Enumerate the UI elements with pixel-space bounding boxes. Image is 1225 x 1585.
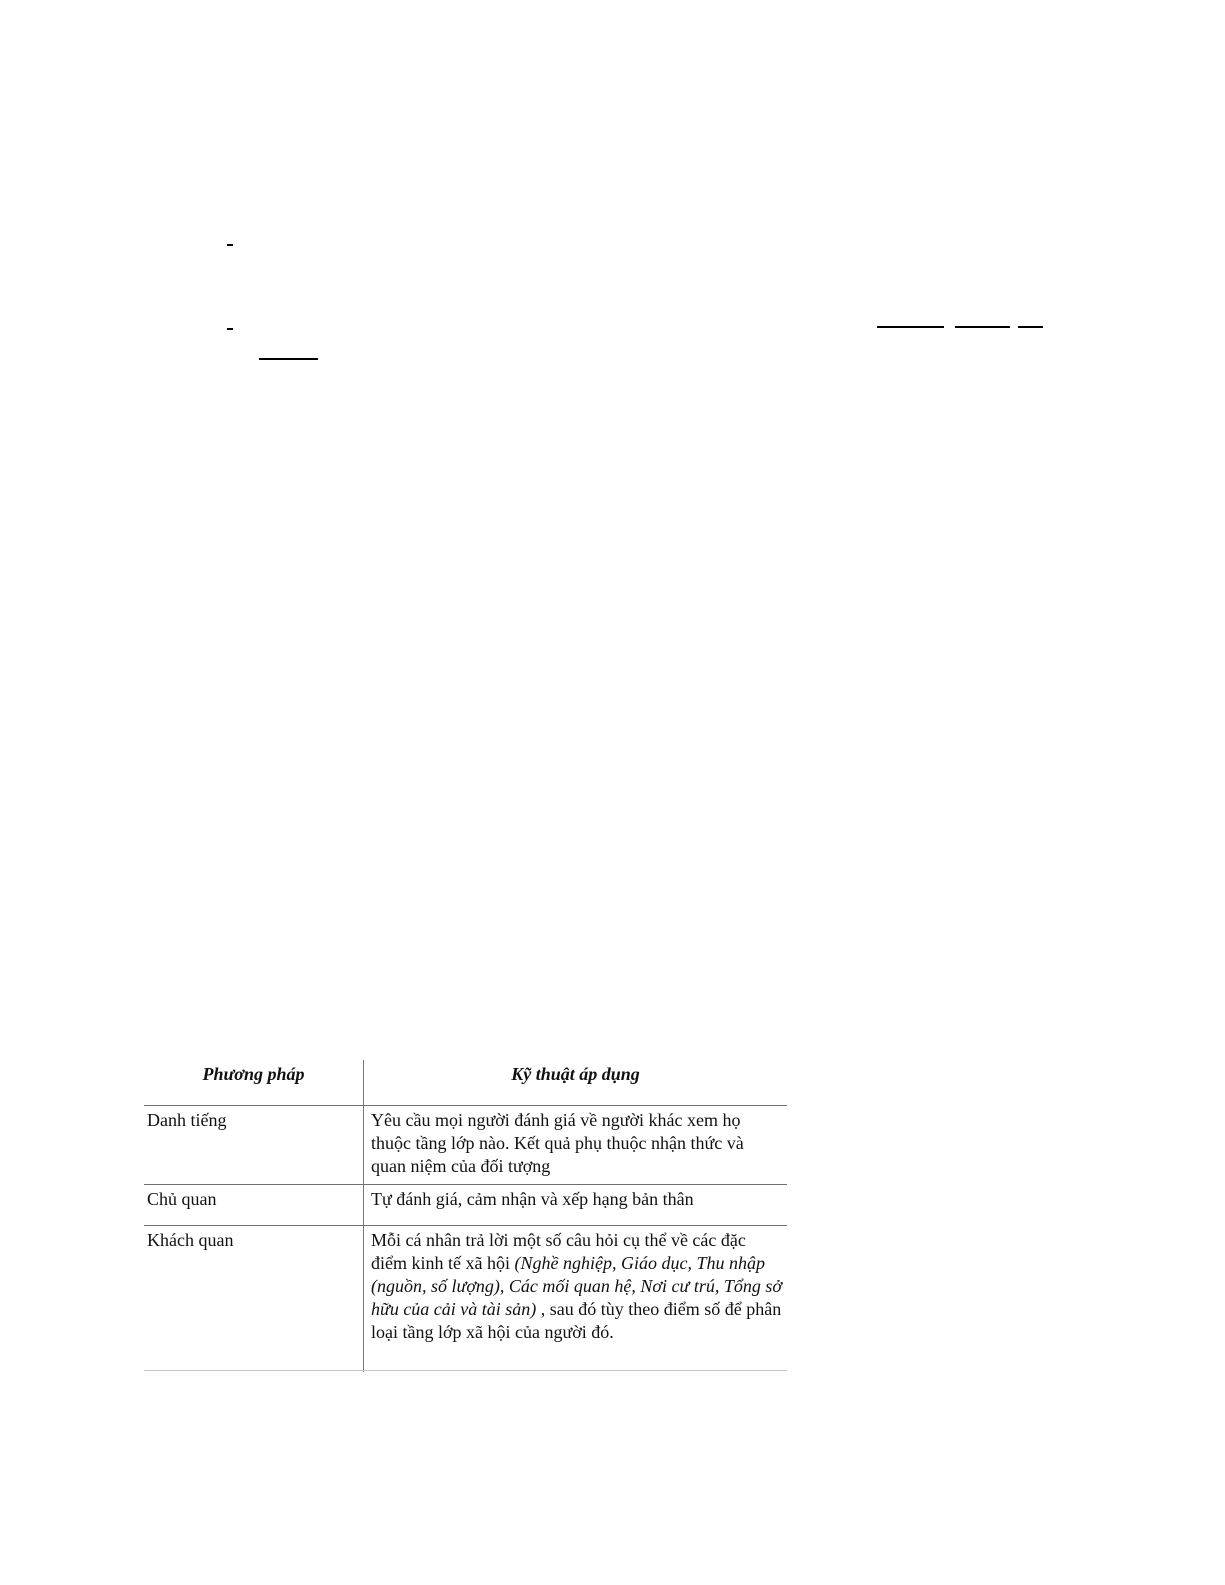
table-row <box>144 1226 787 1371</box>
table-row <box>144 1106 787 1185</box>
underline-rule <box>955 326 1010 328</box>
method-cell: Khách quan <box>147 1230 234 1250</box>
underline-rule <box>1018 326 1043 328</box>
table-row <box>144 1185 787 1226</box>
stray-dash-mark <box>227 244 233 246</box>
table-header-row <box>144 1060 787 1106</box>
header-technique: Kỹ thuật áp dụng <box>511 1064 640 1084</box>
technique-cell: Yêu cầu mọi người đánh giá về người khác xem họ thuộc tầng lớp nào. Kết quả phụ thuộc nhận thức và quan niệm của đối tượng <box>371 1110 744 1176</box>
technique-text: , sau đó tùy theo điểm số để phân loại tầng lớp xã hội của người đó. <box>371 1299 782 1342</box>
header-method: Phương pháp <box>202 1064 305 1084</box>
technique-cell <box>371 1229 783 1344</box>
stray-dash-mark <box>227 328 233 330</box>
technique-text: Mỗi cá nhân trả lời một số câu hỏi cụ thể về các đặc điểm kinh tế xã hội <box>371 1230 746 1273</box>
underline-rule <box>877 326 944 328</box>
method-cell: Danh tiếng <box>147 1110 227 1130</box>
method-cell: Chủ quan <box>147 1189 217 1209</box>
methods-table <box>144 1060 787 1371</box>
underline-rule <box>259 358 318 360</box>
technique-cell: Tự đánh giá, cảm nhận và xếp hạng bản thân <box>371 1189 694 1209</box>
technique-criteria-italic: (Nghề nghiệp, Giáo dục, Thu nhập (nguồn, số lượng), Các mối quan hệ, Nơi cư trú, Tổng sở hữu của cải và tài sản) <box>371 1253 782 1319</box>
